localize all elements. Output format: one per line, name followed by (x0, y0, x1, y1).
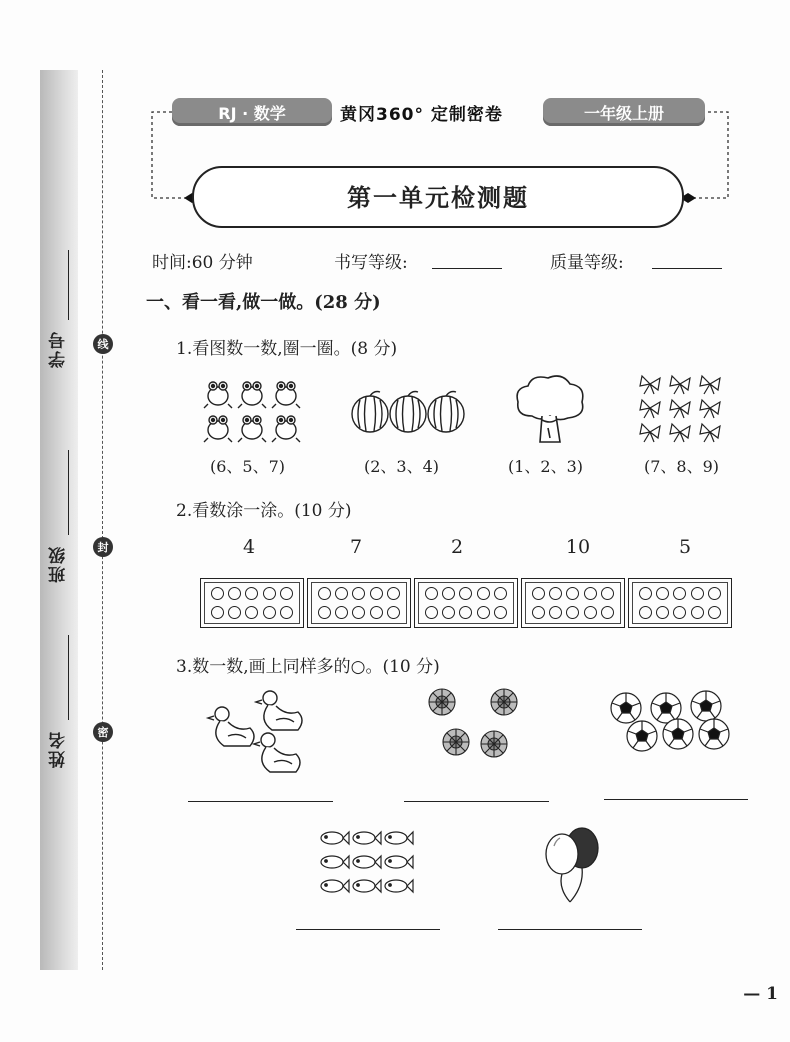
answer-line-fish[interactable] (296, 929, 440, 930)
name-blank[interactable] (68, 635, 69, 720)
series-title: 黄冈360° 定制密卷 (340, 105, 503, 125)
number-label: 5 (678, 536, 692, 558)
quality-grade-blank[interactable] (652, 268, 722, 269)
name-label: 姓名 (49, 730, 69, 768)
question-3: 3.数一数,画上同样多的○。(10 分) (176, 657, 440, 677)
student-id-label: 学号 (49, 330, 69, 368)
choice-tree[interactable]: (1、2、3) (508, 457, 584, 476)
answer-line-ducks[interactable] (188, 801, 333, 802)
subject-pill: RJ · 数学 (172, 98, 332, 126)
number-label: 4 (242, 536, 256, 558)
seal-secret: 密 (93, 722, 113, 742)
seal-line: 线 (93, 334, 113, 354)
watermelons-picture (350, 390, 470, 436)
question-2: 2.看数涂一涂。(10 分) (176, 501, 352, 521)
writing-grade-blank[interactable] (432, 268, 502, 269)
section-1-title: 一、看一看,做一做。(28 分) (146, 292, 381, 313)
time-info: 时间:60 分钟 (152, 253, 253, 273)
student-id-blank[interactable] (68, 250, 69, 320)
binding-dashed-line (102, 70, 103, 970)
class-blank[interactable] (68, 450, 69, 535)
binding-strip (40, 70, 78, 970)
ten-frame[interactable] (307, 578, 411, 628)
answer-line-balloons[interactable] (498, 929, 642, 930)
fish-picture (316, 828, 416, 898)
butterflies-picture (636, 372, 728, 448)
ten-frame[interactable] (414, 578, 518, 628)
soccer-balls-picture (608, 690, 732, 752)
choice-butterflies[interactable]: (7、8、9) (644, 457, 720, 476)
grade-pill: 一年级上册 (543, 98, 705, 126)
number-label: 10 (565, 536, 591, 558)
flowers-picture (420, 686, 530, 766)
page-number: — 1 (743, 984, 778, 1004)
ten-frame[interactable] (628, 578, 732, 628)
quality-grade-label: 质量等级: (550, 253, 624, 273)
seal-seal: 封 (93, 537, 113, 557)
number-label: 7 (349, 536, 363, 558)
ten-frame[interactable] (200, 578, 304, 628)
tree-picture (512, 372, 588, 448)
choice-watermelons[interactable]: (2、3、4) (364, 457, 440, 476)
ducks-picture (200, 688, 310, 776)
class-label: 班级 (49, 545, 69, 583)
writing-grade-label: 书写等级: (334, 253, 408, 273)
ten-frame[interactable] (521, 578, 625, 628)
choice-frogs[interactable]: (6、5、7) (210, 457, 286, 476)
frogs-picture (200, 376, 310, 448)
answer-line-flowers[interactable] (404, 801, 549, 802)
page-title: 第一单元检测题 (347, 183, 529, 212)
answer-line-balls[interactable] (604, 799, 748, 800)
balloons-picture (538, 826, 608, 906)
number-label: 2 (450, 536, 464, 558)
question-1: 1.看图数一数,圈一圈。(8 分) (176, 339, 398, 359)
